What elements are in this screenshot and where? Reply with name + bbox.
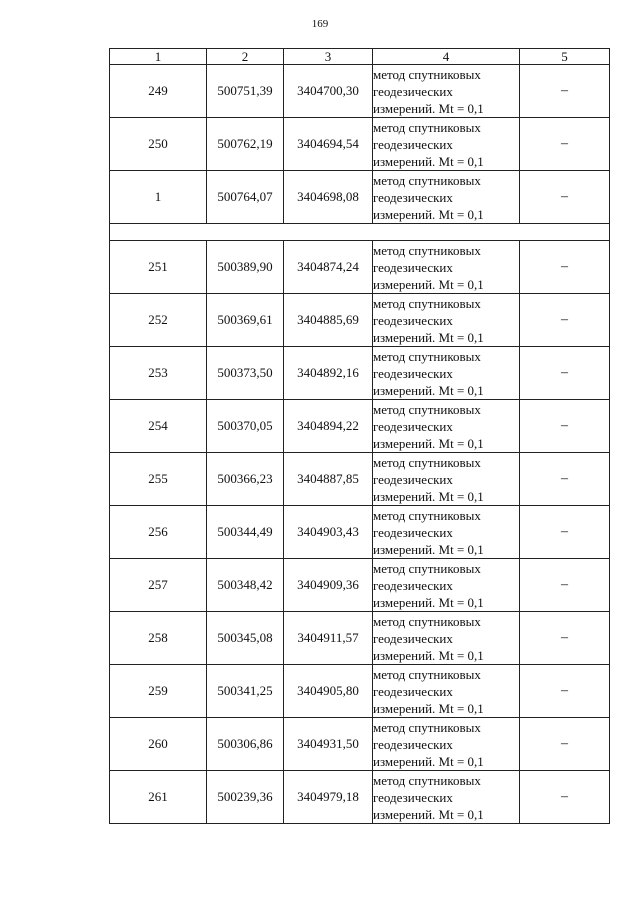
method-line-2: геодезических [373,471,453,487]
section-separator [110,224,610,241]
table-row [110,294,610,347]
note-dash: – [520,612,610,665]
coord-x: 500345,08 [207,612,284,665]
method-description [373,118,520,171]
method-line-3: измерений. Mt = 0,1 [373,153,484,169]
header-col-5: 5 [520,49,610,65]
table-row [110,559,610,612]
coord-y: 3404909,36 [284,559,373,612]
method-line-2: геодезических [373,312,453,328]
method-line-3: измерений. Mt = 0,1 [373,276,484,292]
method-line-2: геодезических [373,136,453,152]
note-dash: – [520,771,610,824]
point-number: 250 [110,118,207,171]
method-description [373,771,520,824]
method-line-2: геодезических [373,577,453,593]
header-col-2: 2 [207,49,284,65]
method-line-1: метод спутниковых [373,66,481,82]
method-line-3: измерений. Mt = 0,1 [373,329,484,345]
method-line-2: геодезических [373,259,453,275]
page-number: 169 [311,18,329,30]
method-line-3: измерений. Mt = 0,1 [373,100,484,116]
coord-x: 500369,61 [207,294,284,347]
method-line-1: метод спутниковых [373,666,481,682]
point-number: 254 [110,400,207,453]
note-dash: – [520,559,610,612]
coord-x: 500373,50 [207,347,284,400]
method-line-3: измерений. Mt = 0,1 [373,700,484,716]
note-dash: – [520,347,610,400]
header-col-1: 1 [110,49,207,65]
note-dash: – [520,65,610,118]
method-description [373,347,520,400]
table-row [110,665,610,718]
header-col-4: 4 [373,49,520,65]
coord-y: 3404894,22 [284,400,373,453]
method-line-2: геодезических [373,83,453,99]
method-description [373,400,520,453]
method-line-3: измерений. Mt = 0,1 [373,806,484,822]
point-number: 1 [110,171,207,224]
point-number: 253 [110,347,207,400]
coord-y: 3404700,30 [284,65,373,118]
method-line-1: метод спутниковых [373,295,481,311]
method-line-3: измерений. Mt = 0,1 [373,435,484,451]
coordinates-table [109,48,610,824]
coord-x: 500366,23 [207,453,284,506]
table-header-row [110,49,610,65]
coord-y: 3404885,69 [284,294,373,347]
method-line-1: метод спутниковых [373,719,481,735]
point-number: 261 [110,771,207,824]
coord-x: 500306,86 [207,718,284,771]
method-line-3: измерений. Mt = 0,1 [373,594,484,610]
method-line-2: геодезических [373,418,453,434]
method-description [373,65,520,118]
coord-y: 3404903,43 [284,506,373,559]
coord-x: 500344,49 [207,506,284,559]
table-row [110,241,610,294]
coord-x: 500389,90 [207,241,284,294]
table-row [110,453,610,506]
coord-y: 3404905,80 [284,665,373,718]
coord-x: 500370,05 [207,400,284,453]
method-line-1: метод спутниковых [373,401,481,417]
note-dash: – [520,400,610,453]
method-description [373,718,520,771]
note-dash: – [520,118,610,171]
table-row [110,771,610,824]
method-line-1: метод спутниковых [373,613,481,629]
point-number: 251 [110,241,207,294]
coord-x: 500764,07 [207,171,284,224]
coord-y: 3404698,08 [284,171,373,224]
method-line-2: геодезических [373,524,453,540]
coord-y: 3404892,16 [284,347,373,400]
method-line-1: метод спутниковых [373,242,481,258]
table-row [110,506,610,559]
table-row [110,400,610,453]
method-line-1: метод спутниковых [373,772,481,788]
method-line-3: измерений. Mt = 0,1 [373,541,484,557]
method-description [373,453,520,506]
point-number: 249 [110,65,207,118]
point-number: 252 [110,294,207,347]
coord-x: 500239,36 [207,771,284,824]
method-description [373,612,520,665]
note-dash: – [520,453,610,506]
table-body [110,65,610,824]
method-line-1: метод спутниковых [373,172,481,188]
method-line-3: измерений. Mt = 0,1 [373,206,484,222]
method-line-1: метод спутниковых [373,560,481,576]
method-line-1: метод спутниковых [373,507,481,523]
method-line-2: геодезических [373,365,453,381]
note-dash: – [520,506,610,559]
method-description [373,294,520,347]
method-line-2: геодезических [373,736,453,752]
method-line-3: измерений. Mt = 0,1 [373,647,484,663]
method-description [373,559,520,612]
coord-y: 3404887,85 [284,453,373,506]
coord-x: 500348,42 [207,559,284,612]
coord-y: 3404874,24 [284,241,373,294]
coord-y: 3404979,18 [284,771,373,824]
coord-x: 500762,19 [207,118,284,171]
method-line-2: геодезических [373,683,453,699]
method-line-2: геодезических [373,789,453,805]
method-description [373,241,520,294]
method-description [373,171,520,224]
note-dash: – [520,171,610,224]
section-separator-row [110,224,610,241]
note-dash: – [520,718,610,771]
table-row [110,612,610,665]
note-dash: – [520,241,610,294]
point-number: 260 [110,718,207,771]
point-number: 256 [110,506,207,559]
point-number: 257 [110,559,207,612]
method-line-3: измерений. Mt = 0,1 [373,382,484,398]
header-col-3: 3 [284,49,373,65]
point-number: 259 [110,665,207,718]
note-dash: – [520,665,610,718]
point-number: 255 [110,453,207,506]
method-line-3: измерений. Mt = 0,1 [373,488,484,504]
method-description [373,665,520,718]
method-line-2: геодезических [373,189,453,205]
coord-x: 500341,25 [207,665,284,718]
method-line-1: метод спутниковых [373,454,481,470]
coord-y: 3404911,57 [284,612,373,665]
coord-x: 500751,39 [207,65,284,118]
coord-y: 3404694,54 [284,118,373,171]
note-dash: – [520,294,610,347]
coord-y: 3404931,50 [284,718,373,771]
table-row [110,347,610,400]
method-line-1: метод спутниковых [373,348,481,364]
method-line-2: геодезических [373,630,453,646]
point-number: 258 [110,612,207,665]
table-row [110,171,610,224]
table-row [110,65,610,118]
table-row [110,118,610,171]
method-line-1: метод спутниковых [373,119,481,135]
method-description [373,506,520,559]
table-row [110,718,610,771]
method-line-3: измерений. Mt = 0,1 [373,753,484,769]
